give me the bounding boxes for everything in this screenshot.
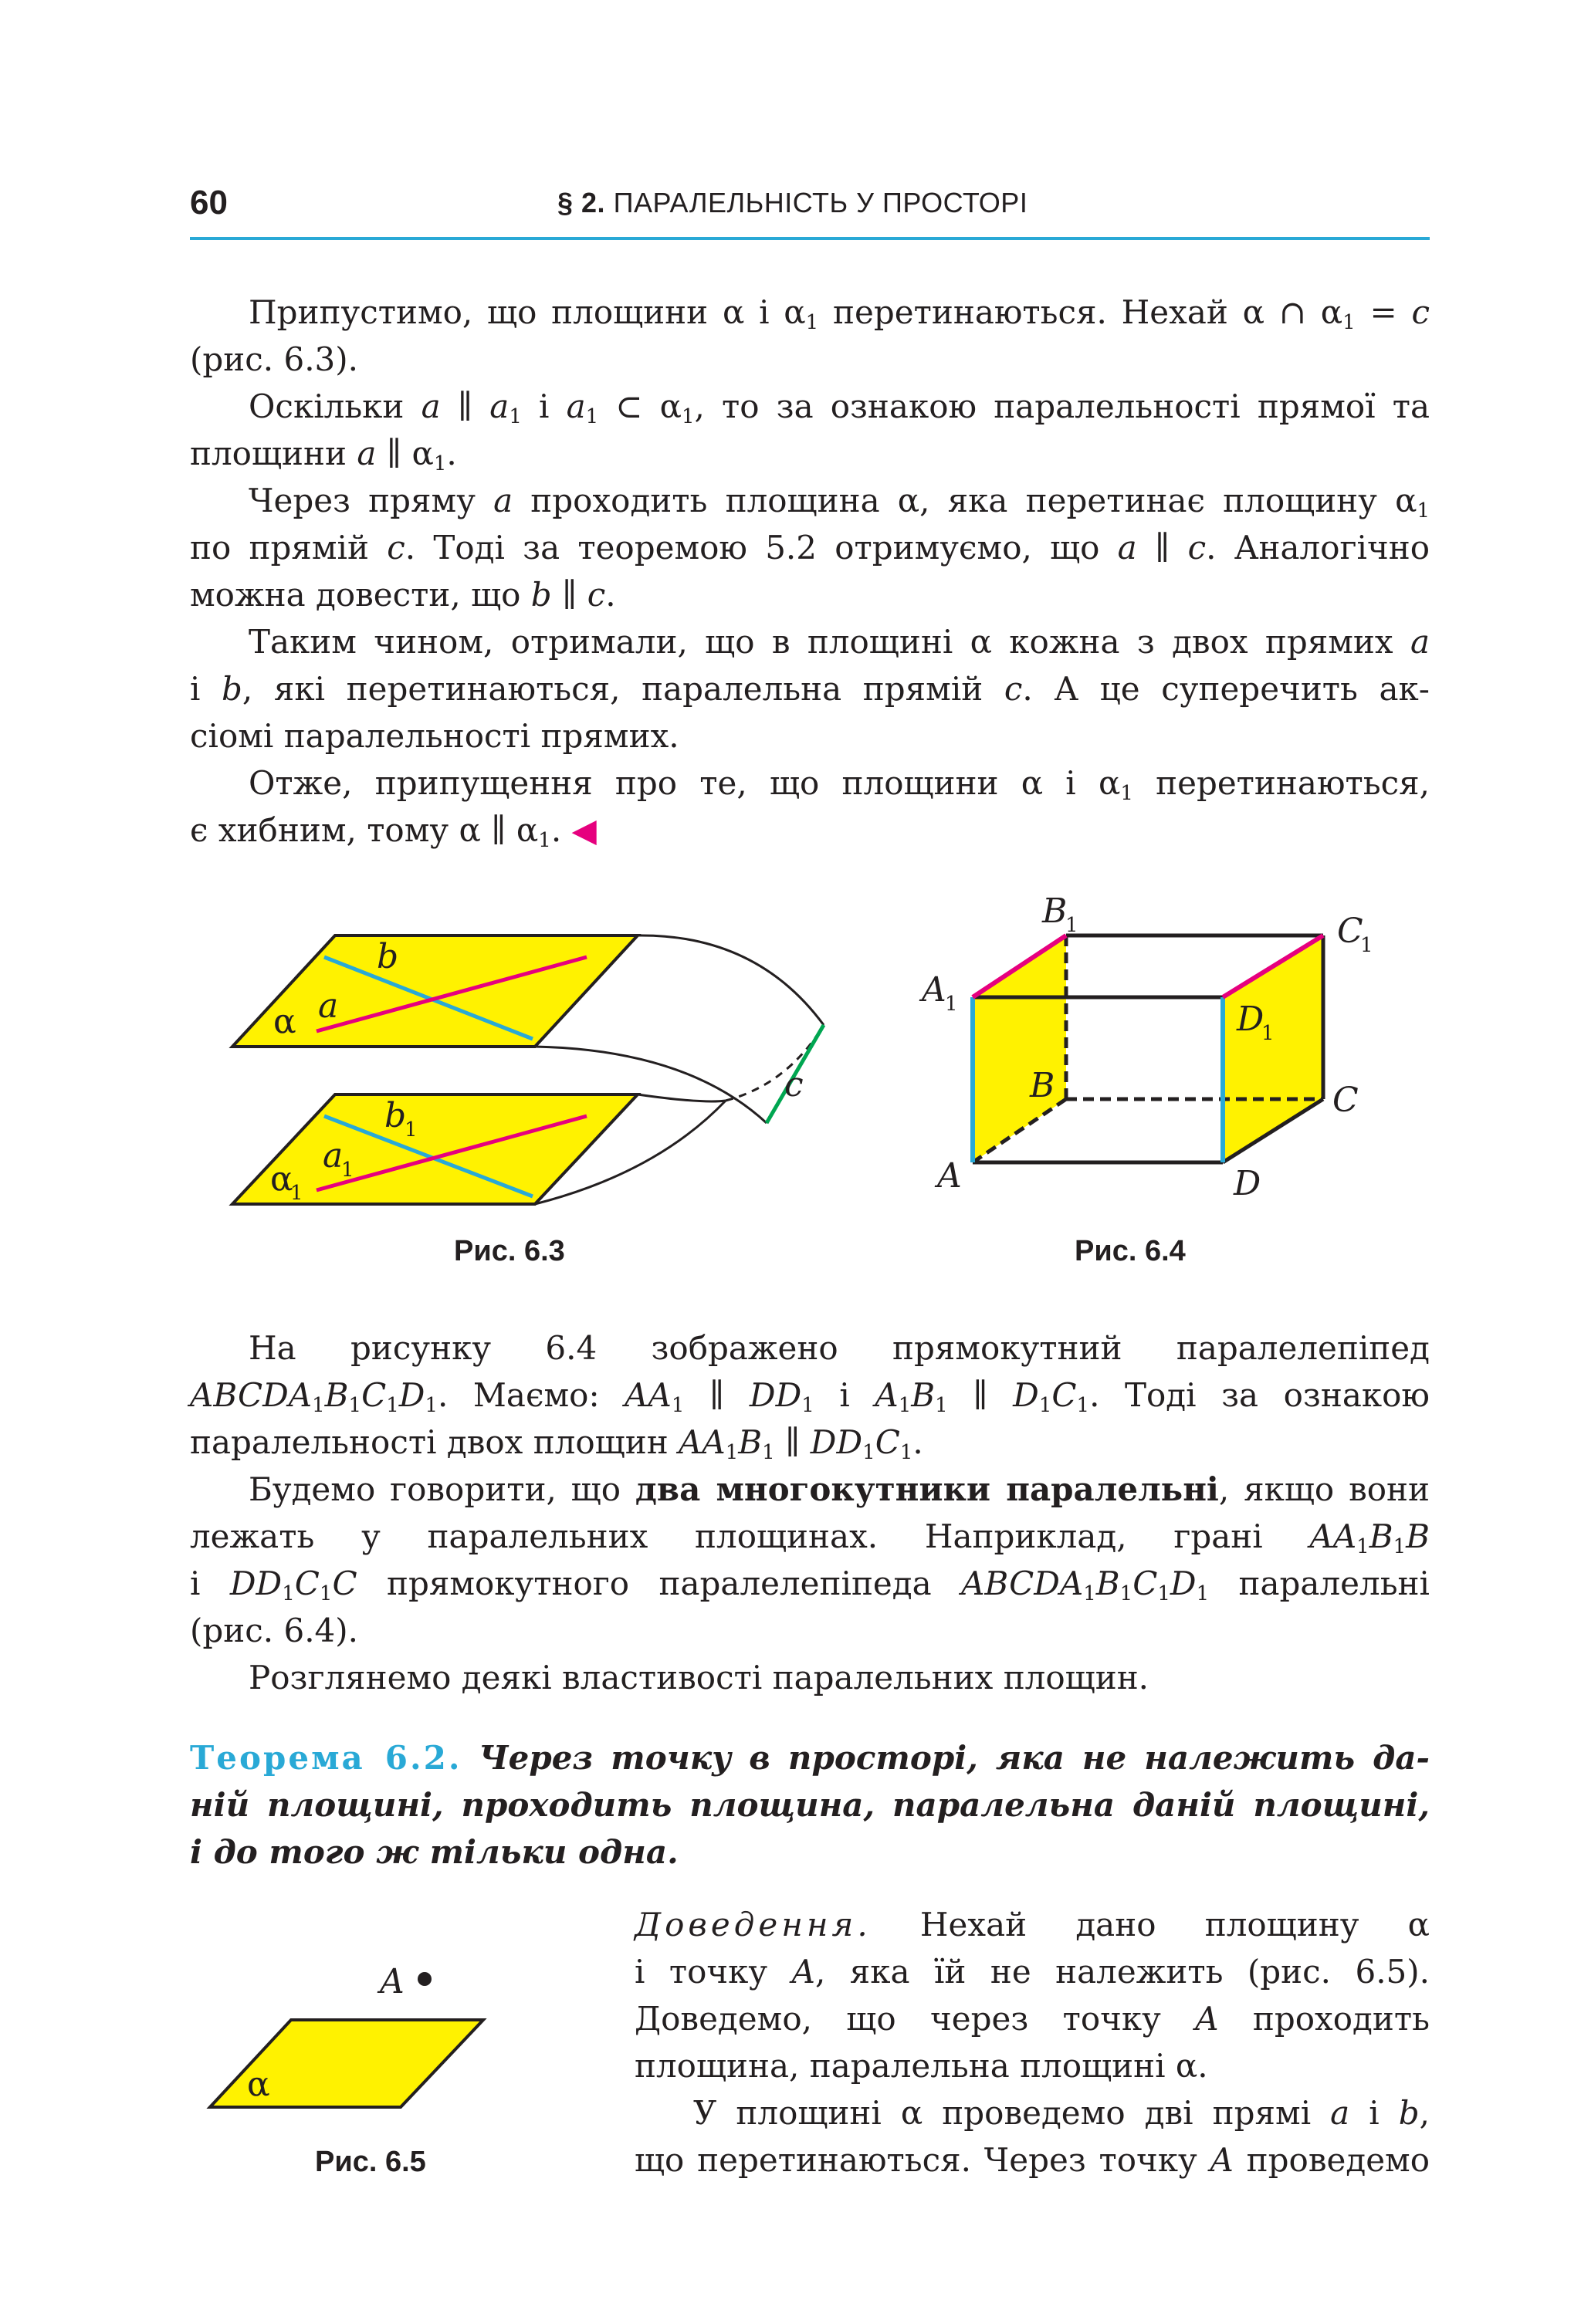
curve-lower-front [638, 1094, 726, 1101]
paragraph-6: На рисунку 6.4 зображено прямокутний паралелепіпед $ABCDA_1B_1C_1D_1$. Маємо: $AA_1$ ∥ $DD_1$ і $A_1B_1$ ∥ $D_1C_1$. Тоді за ознакою паралельності двох площин $AA_1B_1$ ∥ $DD_1C_1$. [190, 1329, 1430, 1464]
label-B1-sub: 1 [1065, 914, 1078, 937]
section-title: ПАРАЛЕЛЬНІСТЬ У ПРОСТОРІ [613, 187, 1028, 218]
running-header [557, 187, 1027, 219]
paragraph-5: Отже, припущення про те, що площини α і $\alpha_1$ перетинаються, є хибним, тому α ∥ $\alpha_1$. ◀ [190, 764, 1430, 852]
end-of-proof-marker: ◀ [571, 811, 597, 849]
label-C1: C [1337, 912, 1363, 951]
paragraph-1: Припустимо, що площини α і $\alpha_1$ перетинаються. Нехай α ∩ $\alpha_1 = c$ (рис. 6.3). [190, 293, 1430, 378]
label-A: A [937, 1156, 962, 1196]
paragraph-8: Розглянемо деякі властивості паралельних площин. [249, 1659, 1149, 1696]
label-a: a [318, 986, 339, 1026]
theorem-text-line-2: ній площині, проходить площина, паралельна даній площині, [190, 1786, 1430, 1824]
label-a1-sub: 1 [341, 1159, 354, 1182]
label-c: c [784, 1065, 804, 1104]
label-D1: D [1237, 1000, 1264, 1039]
section-mark: § 2. [557, 187, 606, 218]
paragraph-3: Через пряму a проходить площина α, яка перетинає площину $\alpha_1$ по прямій c. Тоді за теоремою 5.2 отримуємо, що a ∥ c. Аналогічно можна довести, що b ∥ c. [190, 482, 1430, 614]
figure-6-3 [224, 918, 841, 1243]
label-C1-sub: 1 [1360, 934, 1373, 957]
theorem-text-line-1: Через точку в просторі, яка не належить да- [479, 1739, 1430, 1777]
fig-6-4-caption: Рис. 6.4 [1075, 1235, 1186, 1267]
label-b: b [377, 937, 399, 976]
theorem-6-2 [190, 1734, 1430, 1876]
paragraph-4: Таким чином, отримали, що в площині α кожна з двох прямих a і b, які перетинаються, паралельна прямій c. А це суперечить ак- сіомі паралельності прямих. [190, 623, 1430, 755]
point-A [418, 1972, 432, 1986]
proof-paragraph-2: У площині α проведемо дві прямі a і b, що перетинаються. Через точку A проведемо [635, 2094, 1430, 2179]
page-number: 60 [190, 184, 228, 222]
curve-upper-front [638, 935, 824, 1025]
label-C: C [1332, 1081, 1359, 1120]
label-alpha-fig65: α [247, 2065, 270, 2104]
label-B: B [1030, 1066, 1055, 1105]
curve-lower-dashed [726, 1025, 824, 1101]
label-b1: b [384, 1096, 407, 1135]
label-B1: B [1042, 891, 1068, 931]
label-D: D [1234, 1164, 1261, 1203]
face-AA1B1B [973, 935, 1066, 1162]
label-alpha1-sub: 1 [290, 1182, 303, 1205]
figure-6-5 [201, 1945, 510, 2123]
paragraph-2: Оскільки a ∥ $a_1$ і $a_1$ ⊂ $\alpha_1$, то за ознакою паралельності прямої та площини a ∥ $\alpha_1$. [190, 387, 1430, 475]
theorem-label: Теорема 6.2. [190, 1739, 462, 1777]
label-a1: a [323, 1136, 344, 1176]
label-alpha: α [273, 1002, 296, 1041]
fig-6-5-caption: Рис. 6.5 [315, 2146, 426, 2178]
label-D1-sub: 1 [1261, 1022, 1275, 1045]
label-A1: A [922, 970, 946, 1010]
header-rule [190, 237, 1430, 240]
label-b1-sub: 1 [405, 1118, 418, 1142]
face-DD1C1C [1223, 935, 1323, 1162]
label-A-fig65: A [380, 1962, 405, 2001]
paragraph-7: Будемо говорити, що два многокутники паралельні, якщо вони лежать у паралельних площинах. Наприклад, грані $AA_1B_1B$ і $DD_1C_1C$ прямокутного паралелепіпеда $ABCDA_1B_1C_1D_1$ паралельні (рис. 6.4). [190, 1470, 1430, 1649]
label-alpha1: α [270, 1159, 293, 1199]
label-A1-sub: 1 [945, 993, 958, 1016]
proof-heading: Доведення. [635, 1906, 872, 1943]
theorem-text-line-3: і до того ж тільки одна. [190, 1833, 679, 1871]
fig-6-3-caption: Рис. 6.3 [454, 1235, 565, 1267]
figure-6-4 [919, 884, 1413, 1223]
proof-paragraph-1: Доведення. Нехай дано площину α і точку A, яка їй не належить (рис. 6.5). Доведемо, що через точку A проходить площина, паралельна площині α. [635, 1906, 1430, 2085]
